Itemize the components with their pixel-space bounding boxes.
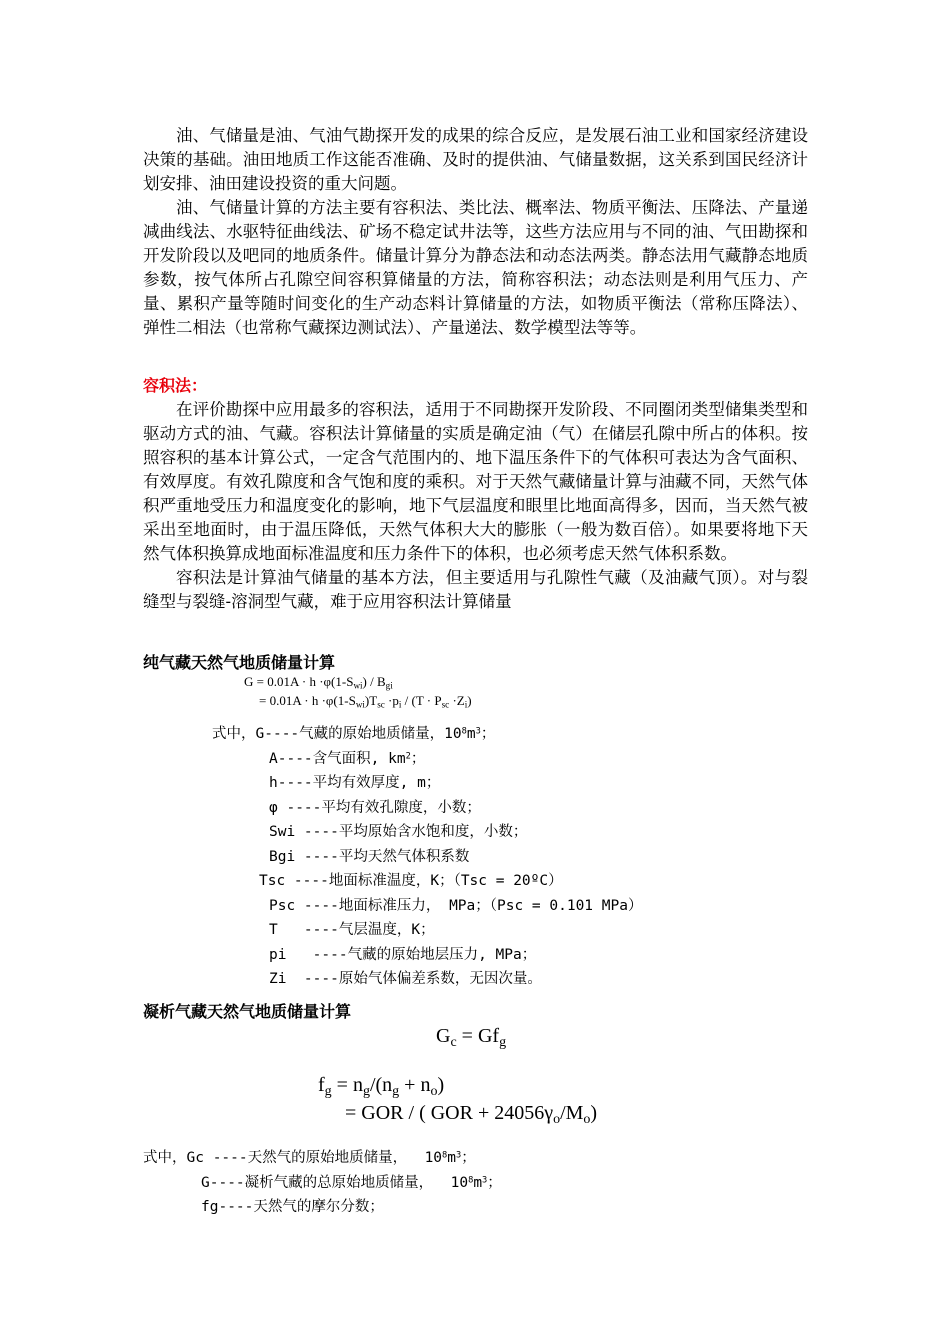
variable-row: Swi ----平均原始含水饱和度，小数；	[269, 824, 528, 840]
variable-row: Zi ----原始气体偏差系数，无因次量。	[269, 971, 542, 987]
condensate-variable-list	[143, 1146, 502, 1220]
volumetric-paragraph-1: 在评价勘探中应用最多的容积法，适用于不同勘探开发阶段、不同圈闭类型储集类型和驱动方式的油、气藏。容积法计算储量的实质是确定油（气）在储层孔隙中所占的体积。按照容积的基本计算公式，一定含气范围内的、地下温压条件下的气体积可表达为含气面积、有效厚度。有效孔隙度和含气饱和度的乘积。对于天然气藏储量计算与油藏不同，天然气体积严重地受压力和温度变化的影响，地下气层温度和眼里比地面高得多，因而，当天然气被采出至地面时，由于温压降低，天然气体积大大的膨胀（一般为数百倍）。如果要将地下天然气体积换算成地面标准温度和压力条件下的体积，也必须考虑天然气体积系数。	[143, 400, 808, 563]
volumetric-heading: 容积法：	[143, 376, 208, 395]
variable-row: Psc ----地面标准压力， MPa；（Psc = 0.101 MPa）	[269, 897, 643, 914]
variable-row: fg----天然气的摩尔分数；	[201, 1199, 384, 1215]
variable-row: Bgi ----平均天然气体积系数	[269, 848, 470, 865]
pure-gas-formula-line-1: $G = 0.01A \cdot h \cdot\varphi(1-S_{wi}) / B_{gi}$	[244, 674, 393, 691]
variable-row: A----含气面积, $km^2$；	[269, 750, 426, 767]
volumetric-paragraph-2: 容积法是计算油气储量的基本方法，但主要适用与孔隙性气藏（及油藏气顶）。对与裂缝型与裂缝-溶洞型气藏，难于应用容积法计算储量	[143, 568, 808, 611]
pure-gas-variable-list	[212, 722, 642, 992]
variable-row: 式中，Gc ----天然气的原始地质储量， $10^8m^3$；	[143, 1150, 476, 1166]
condensate-equation-1: $G_c = Gf_g$	[436, 1025, 507, 1051]
condensate-gas-heading: 凝析气藏天然气地质储量计算	[143, 1002, 352, 1021]
intro-block	[143, 124, 808, 340]
volumetric-block	[143, 398, 808, 614]
condensate-equation-2: $f_g = n_g/(n_g + n_o)$	[318, 1074, 445, 1100]
variable-row: Tsc ----地面标准温度，K；（Tsc = 20ºC）	[259, 873, 563, 889]
pure-gas-formula-line-2: = $0.01A \cdot h \cdot\varphi(1-S_{wi})T_{sc} \cdot p_i / (T \cdot P_{sc} \cdot Z_i)$	[259, 693, 472, 710]
variable-row: h----平均有效厚度, m；	[269, 775, 441, 791]
variable-row: T ----气层温度，K；	[269, 922, 435, 938]
intro-paragraph-1: 油、气储量是油、气油气勘探开发的成果的综合反应，是发展石油工业和国家经济建设决策的基础。油田地质工作这能否准确、及时的提供油、气储量数据，这关系到国民经济计划安排、油田建设投资的重大问题。	[143, 126, 808, 193]
intro-paragraph-2: 油、气储量计算的方法主要有容积法、类比法、概率法、物质平衡法、压降法、产量递减曲线法、水驱特征曲线法、矿场不稳定试井法等，这些方法应用与不同的油、气田勘探和开发阶段以及吧同的地质条件。储量计算分为静态法和动态法两类。静态法用气藏静态地质参数，按气体所占孔隙空间容积算储量的方法，简称容积法；动态法则是利用气压力、产量、累积产量等随时间变化的生产动态料计算储量的方法，如物质平衡法（常称压降法）、弹性二相法（也常称气藏探边测试法）、产量递法、数学模型法等等。	[143, 198, 808, 337]
variable-row: 式中，G----气藏的原始地质储量，$10^8m^3$；	[212, 726, 496, 742]
condensate-equation-3: = GOR / ( GOR + $24056\gamma_o/M_o$)	[345, 1102, 598, 1128]
pure-gas-heading: 纯气藏天然气地质储量计算	[143, 653, 336, 672]
variable-row: φ ----平均有效孔隙度，小数；	[269, 799, 481, 816]
variable-row: pi ----气藏的原始地层压力, MPa；	[269, 946, 537, 963]
variable-row: G----凝析气藏的总原始地质储量， $10^8m^3$；	[201, 1174, 502, 1191]
